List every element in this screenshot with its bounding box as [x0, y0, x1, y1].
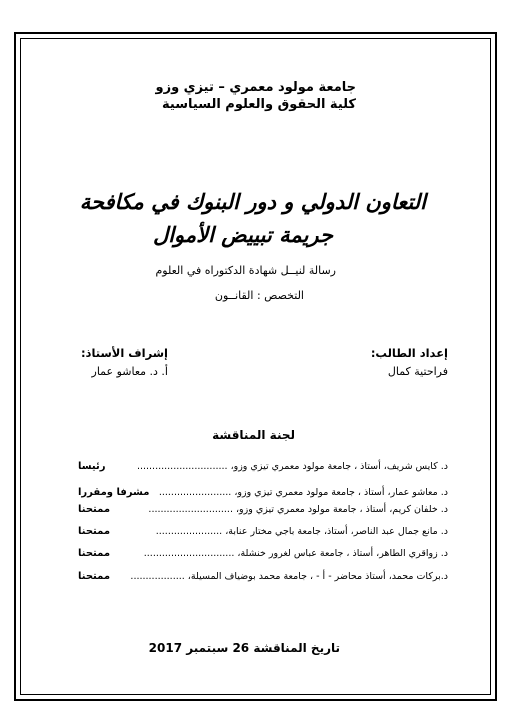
committee-member: [78, 548, 448, 564]
member-description: د. معاشو عمار، أستاذ ، جامعة مولود معمري تيزي وزو، ........................: [158, 487, 448, 498]
member-description: د. زواقري الطاهر، أستاذ ، جامعة عباس لغرور خنشلة، ..............................: [143, 548, 448, 559]
committee-member: [78, 461, 448, 477]
thesis-title-line-2: جريمة تبييض الأموال: [152, 222, 333, 247]
member-description: د. كايس شريف، أستاذ ، جامعة مولود معمري تيزي وزو، ..............................: [136, 461, 448, 472]
thesis-title-line-1: التعاون الدولي و دور البنوك في مكافحة: [79, 189, 426, 214]
committee-member: [78, 526, 448, 542]
member-role: ممتحنا: [78, 548, 111, 559]
committee-title: لجنة المناقشة: [212, 428, 295, 442]
member-role: مشرفا ومقررا: [78, 487, 150, 498]
committee-member: [78, 571, 448, 587]
member-role: ممتحنا: [78, 526, 111, 537]
member-description: د. خلفان كريم، أستاذ ، جامعة مولود معمري تيزي وزو، ............................: [148, 504, 448, 515]
member-description: د. مانع جمال عبد الناصر، أستاذ، جامعة باجي مختار عنابة، ......................: [155, 526, 448, 537]
defense-date: تاريخ المناقشة 26 سبتمبر 2017: [148, 641, 340, 655]
member-role: ممتحنا: [78, 571, 111, 582]
thesis-degree: رسالة لنيــل شهادة الدكتوراه في العلوم: [155, 264, 336, 277]
member-role: ممتحنا: [78, 504, 111, 515]
committee-member: [78, 487, 448, 503]
student-label: إعداد الطالب:: [370, 346, 448, 360]
committee-member: [78, 504, 448, 520]
university-name: جامعة مولود معمري – تيزي وزو: [155, 80, 356, 95]
member-description: د.بركات محمد، أستاذ محاضر - أ - ، جامعة محمد بوضياف المسيلة، ..................: [130, 571, 448, 582]
supervisor-name: أ. د. معاشو عمار: [91, 365, 168, 378]
supervisor-label: إشراف الأستاذ:: [80, 346, 168, 360]
member-role: رئيسا: [78, 461, 106, 472]
thesis-specialty: التخصص : القانــون: [214, 289, 304, 302]
student-name: فراحتية كمال: [387, 365, 448, 378]
faculty-name: كلية الحقوق والعلوم السياسية: [162, 97, 356, 112]
